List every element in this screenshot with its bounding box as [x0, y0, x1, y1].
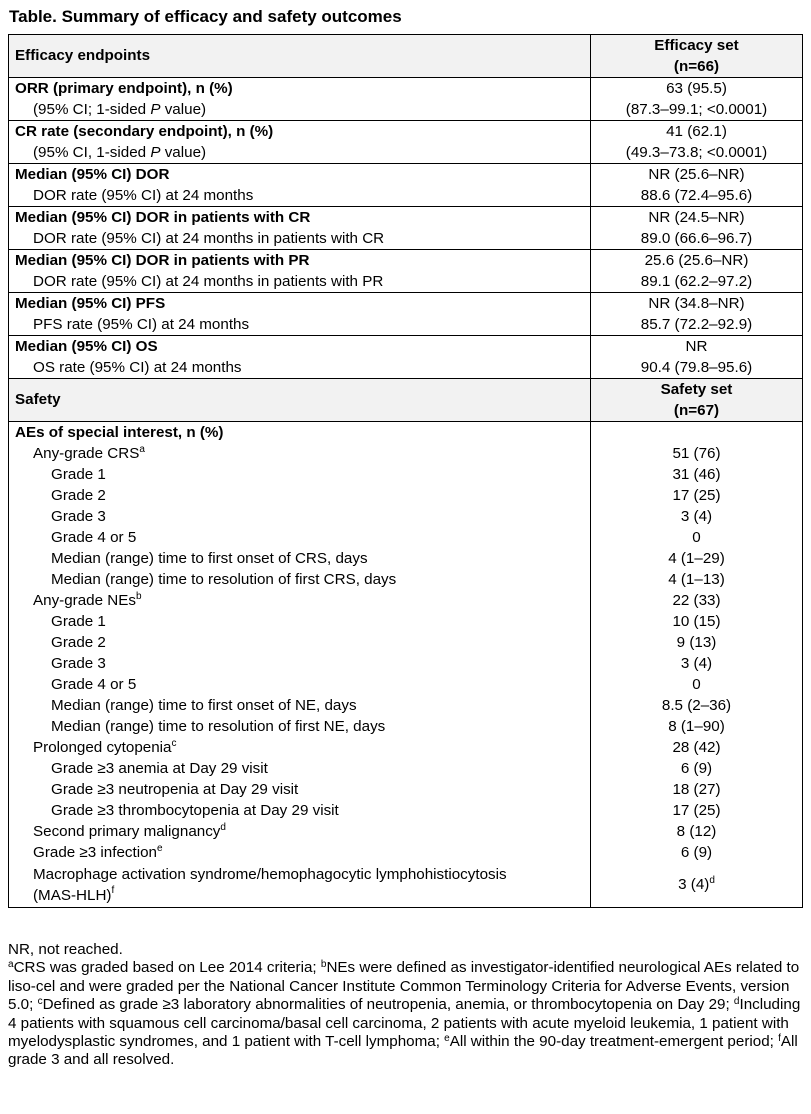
safety-header-label: Safety [9, 379, 591, 422]
ne-row-label: Grade 4 or 5 [9, 674, 591, 695]
dor-pr-value: 25.6 (25.6–NR) [591, 250, 803, 272]
infection-value: 6 (9) [591, 842, 803, 863]
footnote-c-sup: c [37, 996, 43, 1008]
aesi-label: AEs of special interest, n (%) [9, 422, 591, 444]
crs-sup: a [139, 443, 145, 455]
safety-set-line2: (n=67) [673, 402, 720, 419]
orr-label: ORR (primary endpoint), n (%) [9, 78, 591, 100]
mas-value-text: 3 (4) [678, 876, 710, 893]
efficacy-set-line2: (n=66) [673, 58, 720, 75]
table-row [9, 758, 803, 779]
cyto-sup: c [171, 737, 177, 749]
table-row [9, 590, 803, 611]
crs-row-value: 17 (25) [591, 485, 803, 506]
table-row [9, 78, 803, 100]
footnote-d-text: Including 4 patients with squamous cell carcinoma/basal cell carcinoma, 2 patients with acute myeloid leukemia, 1 patient with myelodysplastic syndromes, and 1 patient with T-cell lymphoma; [8, 996, 801, 1051]
table-row [9, 548, 803, 569]
table-row [9, 674, 803, 695]
cyto-value: 28 (42) [591, 737, 803, 758]
crs-label [9, 443, 591, 464]
table-row [9, 800, 803, 821]
mas-sup: f [111, 885, 115, 896]
crs-row-value: 0 [591, 527, 803, 548]
orr-value: 63 (95.5) [591, 78, 803, 100]
mas-label-line2: (MAS-HLH) [33, 887, 112, 904]
footnote-body [8, 959, 803, 1069]
ne-row-label: Grade 3 [9, 653, 591, 674]
table-row [9, 779, 803, 800]
dor-value: NR (25.6–NR) [591, 164, 803, 186]
dor-pr-sub-value: 89.1 (62.2–97.2) [591, 271, 803, 293]
table-row [9, 142, 803, 164]
ne-row-value: 9 (13) [591, 632, 803, 653]
ne-label [9, 590, 591, 611]
dor-sub-label: DOR rate (95% CI) at 24 months [9, 185, 591, 207]
aesi-value [591, 422, 803, 444]
table-row [9, 121, 803, 143]
dor-sub-value: 88.6 (72.4–95.6) [591, 185, 803, 207]
cyto-row-value: 6 (9) [591, 758, 803, 779]
dor-cr-label: Median (95% CI) DOR in patients with CR [9, 207, 591, 229]
cyto-row-label: Grade ≥3 thrombocytopenia at Day 29 visit [9, 800, 591, 821]
table-row [9, 228, 803, 250]
os-value: NR [591, 336, 803, 358]
crs-label-text: Any-grade CRS [33, 444, 140, 462]
ne-row-value: 10 (15) [591, 611, 803, 632]
crs-value: 51 (76) [591, 443, 803, 464]
footnote-e-sup: e [444, 1033, 450, 1045]
mas-value-sup: d [709, 875, 715, 886]
pfs-sub-label: PFS rate (95% CI) at 24 months [9, 314, 591, 336]
cr-sub-label-post: value) [160, 143, 207, 161]
table-row [9, 527, 803, 548]
crs-row-value: 3 (4) [591, 506, 803, 527]
safety-header-row [9, 379, 803, 422]
ne-label-text: Any-grade NEs [33, 591, 136, 609]
efficacy-set-line1: Efficacy set [654, 37, 739, 54]
footnote-a-text: CRS was graded based on Lee 2014 criteria; [13, 959, 321, 977]
mas-value [591, 863, 803, 908]
cr-sub-label [9, 142, 591, 164]
table-row [9, 207, 803, 229]
os-label: Median (95% CI) OS [9, 336, 591, 358]
footnote-b-sup: b [320, 959, 327, 971]
ne-row-label: Grade 2 [9, 632, 591, 653]
infection-sup: e [157, 842, 163, 854]
spm-label-text: Second primary malignancy [33, 822, 221, 840]
table-row [9, 314, 803, 336]
ne-row-label: Grade 1 [9, 611, 591, 632]
cyto-row-value: 18 (27) [591, 779, 803, 800]
footnote-e-text: All within the 90-day treatment-emergent period; [449, 1033, 779, 1051]
safety-set-header [591, 379, 803, 422]
table-row [9, 569, 803, 590]
pfs-value: NR (34.8–NR) [591, 293, 803, 315]
mas-label-line1: Macrophage activation syndrome/hemophagocytic lymphohistiocytosis [33, 866, 507, 883]
dor-label: Median (95% CI) DOR [9, 164, 591, 186]
crs-row-value: 31 (46) [591, 464, 803, 485]
cr-sub-label-p: P [150, 143, 161, 161]
crs-row-label: Grade 1 [9, 464, 591, 485]
cr-sub-label-pre: (95% CI, 1-sided [33, 143, 151, 161]
orr-sub-label-post: value) [160, 100, 207, 118]
table-row [9, 611, 803, 632]
dor-cr-sub-label: DOR rate (95% CI) at 24 months in patients with CR [9, 228, 591, 250]
cyto-row-label: Grade ≥3 anemia at Day 29 visit [9, 758, 591, 779]
infection-label [9, 842, 591, 863]
table-row [9, 99, 803, 121]
table-row [9, 336, 803, 358]
table-row [9, 185, 803, 207]
table-row [9, 506, 803, 527]
table-row [9, 653, 803, 674]
safety-set-line1: Safety set [660, 381, 733, 398]
table-row [9, 250, 803, 272]
ne-sup: b [135, 590, 142, 602]
crs-row-label: Median (range) time to resolution of first CRS, days [9, 569, 591, 590]
ne-row-value: 3 (4) [591, 653, 803, 674]
os-sub-value: 90.4 (79.8–95.6) [591, 357, 803, 379]
ne-row-value: 8 (1–90) [591, 716, 803, 737]
ne-value: 22 (33) [591, 590, 803, 611]
cr-label: CR rate (secondary endpoint), n (%) [9, 121, 591, 143]
ne-row-value: 0 [591, 674, 803, 695]
table-row [9, 842, 803, 863]
crs-row-label: Grade 2 [9, 485, 591, 506]
footnote-c-text: Defined as grade ≥3 laboratory abnormalities of neutropenia, anemia, or thrombocytopenia on Day 29; [42, 996, 734, 1014]
pfs-sub-value: 85.7 (72.2–92.9) [591, 314, 803, 336]
table-row [9, 863, 803, 908]
crs-row-value: 4 (1–13) [591, 569, 803, 590]
cyto-label [9, 737, 591, 758]
cyto-row-label: Grade ≥3 neutropenia at Day 29 visit [9, 779, 591, 800]
cr-sub-value: (49.3–73.8; <0.0001) [591, 142, 803, 164]
outcomes-table [8, 34, 803, 908]
footnote-b-text: NEs were defined as investigator-identified neurological AEs related to liso-cel and were graded per the National Cancer Institute Common Terminology Criteria for Adverse Events, version 5.0; [8, 959, 800, 1014]
spm-value: 8 (12) [591, 821, 803, 842]
cyto-label-text: Prolonged cytopenia [33, 738, 172, 756]
crs-row-value: 4 (1–29) [591, 548, 803, 569]
footnote-d-sup: d [733, 996, 740, 1008]
infection-label-text: Grade ≥3 infection [33, 843, 157, 861]
efficacy-header-label: Efficacy endpoints [9, 35, 591, 78]
table-row [9, 821, 803, 842]
dor-cr-sub-value: 89.0 (66.6–96.7) [591, 228, 803, 250]
table-row [9, 293, 803, 315]
footnote-f-sup: f [778, 1033, 781, 1045]
spm-sup: d [220, 821, 226, 833]
pfs-label: Median (95% CI) PFS [9, 293, 591, 315]
dor-cr-value: NR (24.5–NR) [591, 207, 803, 229]
efficacy-header-row [9, 35, 803, 78]
footnote-f-text: All grade 3 and all resolved. [8, 1033, 798, 1069]
dor-pr-sub-label: DOR rate (95% CI) at 24 months in patients with PR [9, 271, 591, 293]
table-row [9, 716, 803, 737]
table-row [9, 695, 803, 716]
ne-row-value: 8.5 (2–36) [591, 695, 803, 716]
efficacy-set-header [591, 35, 803, 78]
table-row [9, 737, 803, 758]
footnote-a-sup: a [8, 959, 14, 971]
crs-row-label: Grade 4 or 5 [9, 527, 591, 548]
table-row [9, 443, 803, 464]
table-row [9, 357, 803, 379]
footnotes [8, 941, 803, 1070]
crs-row-label: Grade 3 [9, 506, 591, 527]
table-row [9, 485, 803, 506]
ne-row-label: Median (range) time to first onset of NE, days [9, 695, 591, 716]
os-sub-label: OS rate (95% CI) at 24 months [9, 357, 591, 379]
spm-label [9, 821, 591, 842]
ne-row-label: Median (range) time to resolution of first NE, days [9, 716, 591, 737]
table-row [9, 464, 803, 485]
orr-sub-label [9, 99, 591, 121]
crs-row-label: Median (range) time to first onset of CRS, days [9, 548, 591, 569]
table-row [9, 271, 803, 293]
cyto-row-value: 17 (25) [591, 800, 803, 821]
orr-sub-value: (87.3–99.1; <0.0001) [591, 99, 803, 121]
table-row [9, 164, 803, 186]
table-row [9, 632, 803, 653]
table-title: Table. Summary of efficacy and safety outcomes [9, 7, 402, 26]
orr-sub-label-pre: (95% CI; 1-sided [33, 100, 151, 118]
dor-pr-label: Median (95% CI) DOR in patients with PR [9, 250, 591, 272]
mas-label [9, 863, 591, 908]
table-row [9, 422, 803, 444]
footnote-nr: NR, not reached. [8, 941, 123, 958]
cr-value: 41 (62.1) [591, 121, 803, 143]
orr-sub-label-p: P [150, 100, 161, 118]
